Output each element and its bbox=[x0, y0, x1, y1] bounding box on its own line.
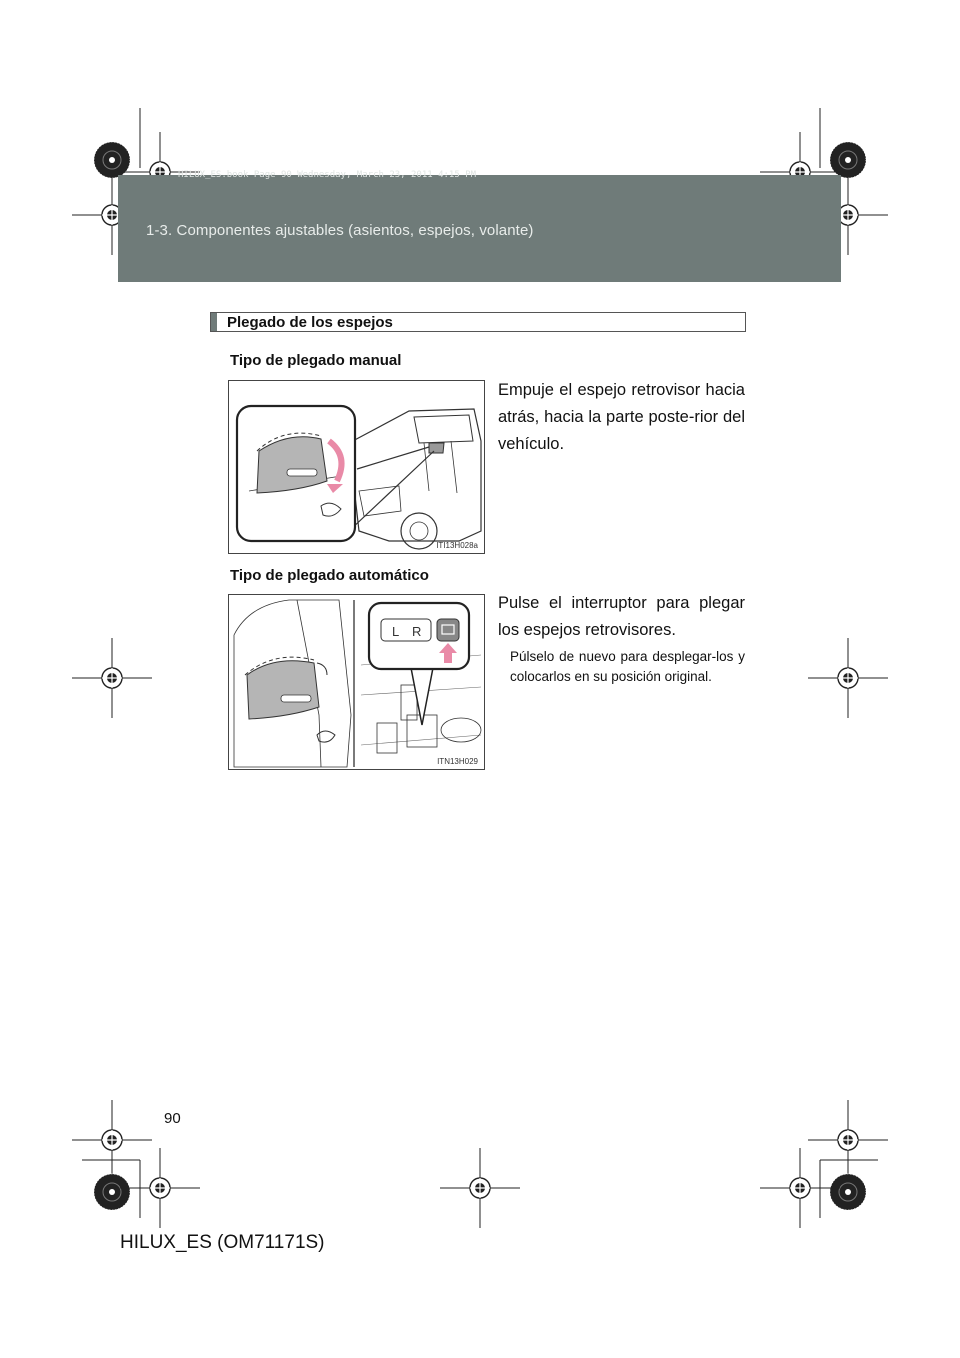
heading-bar bbox=[211, 313, 217, 331]
manual-fold-illustration bbox=[229, 381, 484, 553]
switch-label-l: L bbox=[392, 624, 400, 639]
manual-heading: Tipo de plegado manual bbox=[230, 352, 402, 369]
print-info: HILUX_ES.book Page 90 Wednesday, March 23, 2011 4:15 PM bbox=[178, 170, 477, 180]
manual-fold-figure bbox=[228, 380, 485, 554]
subsection-title: Plegado de los espejos bbox=[227, 314, 393, 331]
switch-label-r: R bbox=[412, 624, 422, 639]
manual-instruction: Empuje el espejo retrovisor hacia atrás, hacia la parte poste-rior del vehículo. bbox=[498, 381, 745, 453]
page-number: 90 bbox=[164, 1110, 181, 1127]
subsection-heading bbox=[210, 312, 746, 332]
automatic-note: Púlselo de nuevo para desplegar-los y colocarlos en su posición original. bbox=[510, 649, 745, 684]
footer-model: HILUX_ES (OM71171S) bbox=[120, 1232, 325, 1253]
auto-fold-figure bbox=[228, 594, 485, 770]
auto-figure-code: ITN13H029 bbox=[437, 757, 478, 766]
auto-fold-illustration bbox=[229, 595, 484, 769]
manual-figure-code: ITI13H028a bbox=[436, 541, 478, 550]
automatic-heading: Tipo de plegado automático bbox=[230, 567, 429, 584]
automatic-instruction: Pulse el interruptor para plegar los espejos retrovisores. bbox=[498, 594, 745, 639]
section-title: 1-3. Componentes ajustables (asientos, espejos, volante) bbox=[146, 222, 534, 239]
